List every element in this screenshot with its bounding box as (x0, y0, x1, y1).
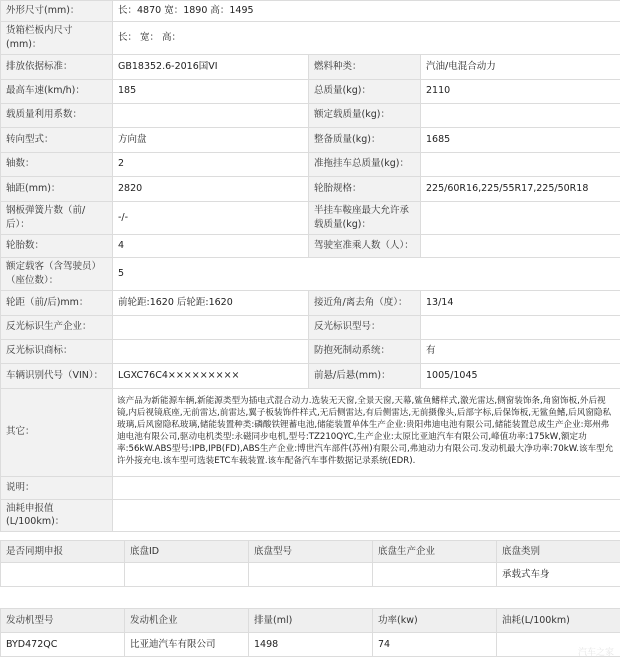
spec-row-cargo (1, 22, 620, 55)
spec-row-dimensions (1, 1, 620, 22)
ratedload-label: 额定载质量(kg)： (309, 103, 421, 127)
wheelbase-label: 轴距(mm)： (1, 176, 113, 201)
engine-header-cell: 发动机企业 (125, 609, 249, 633)
chassis-cell (249, 563, 373, 587)
spec-row-steering (1, 127, 620, 152)
engine-data-row (1, 633, 620, 657)
saddle-label: 半挂车鞍座最大允许承载质量(kg)： (309, 201, 421, 234)
totalmass-label: 总质量(kg)： (309, 79, 421, 103)
spec-row-seats (1, 257, 620, 290)
spec-row-speed (1, 79, 620, 103)
chassis-header-cell: 底盘型号 (249, 541, 373, 563)
chassis-header-cell: 底盘ID (125, 541, 249, 563)
spec-row-tirecount (1, 234, 620, 257)
engine-table (0, 608, 620, 657)
chassis-header-row (1, 541, 620, 563)
watermark: 汽车之家 (577, 648, 614, 658)
tractormass-value (421, 152, 620, 176)
steering-label: 转向型式： (1, 127, 113, 152)
leafspring-label: 钢板弹簧片数（前/后）： (1, 201, 113, 234)
dimensions-value: 长：4870 宽：1890 高：1495 (113, 1, 620, 22)
wheelbase-value: 2820 (113, 176, 309, 201)
spec-row-vin (1, 363, 620, 388)
spec-row-leafspring (1, 201, 620, 234)
chassis-cell (1, 563, 125, 587)
reflector-brand-label: 反光标识商标： (1, 339, 113, 363)
tirecount-value: 4 (113, 234, 309, 257)
engine-header-cell: 排量(ml) (249, 609, 373, 633)
chassis-table (0, 540, 620, 587)
spec-row-other (1, 388, 620, 476)
curbmass-label: 整备质量(kg)： (309, 127, 421, 152)
engine-header-row (1, 609, 620, 633)
vin-label: 车辆识别代号（VIN）： (1, 363, 113, 388)
cabcapacity-value (421, 234, 620, 257)
emission-label: 排放依据标准： (1, 54, 113, 79)
cabcapacity-label: 驾驶室准乘人数（人）： (309, 234, 421, 257)
other-label: 其它： (1, 388, 113, 476)
engine-header-cell: 油耗(L/100km) (497, 609, 620, 633)
engine-header-cell: 功率(kw) (373, 609, 497, 633)
angle-value: 13/14 (421, 290, 620, 315)
spec-row-note (1, 476, 620, 499)
tire-label: 轮胎规格： (309, 176, 421, 201)
cargo-value: 长： 宽： 高： (113, 22, 620, 55)
note-label: 说明： (1, 476, 113, 499)
seats-value: 5 (113, 257, 620, 290)
spec-row-reflector (1, 315, 620, 339)
angle-label: 接近角/离去角（度）： (309, 290, 421, 315)
fuelreport-label: 油耗申报值(L/100km)： (1, 499, 113, 532)
curbmass-value: 1685 (421, 127, 620, 152)
chassis-header-cell: 底盘类别 (497, 541, 620, 563)
tirecount-label: 轮胎数： (1, 234, 113, 257)
engine-header-cell: 发动机型号 (1, 609, 125, 633)
overhang-value: 1005/1045 (421, 363, 620, 388)
abs-label: 防抱死制动系统： (309, 339, 421, 363)
engine-cell: 比亚迪汽车有限公司 (125, 633, 249, 657)
maxspeed-value: 185 (113, 79, 309, 103)
other-value: 该产品为新能源车辆,新能源类型为插电式混合动力.选装无天窗,全景天窗,天幕,鲨鱼鳍样式,激光雷达,侧窗装饰条,角窗饰板,外后视镜,内后视镜底座,无前雷达,前雷达,翼子板装饰件样式,无后侧雷达,有后侧雷达,无前摄像头,后部字标,后保饰板,无鲨鱼鳍,后风窗隐私玻璃,后风窗隐私玻璃,储能装置种类:磷酸铁锂蓄电池,储能装置单体生产企业:贵阳弗迪电池有限公司,储能装置总成生产企业:郑州弗迪电池有限公司,驱动电机类型:永磁同步电机,型号:TZ210QYC,生产企业:太原比亚迪汽车有限公司,峰值功率:175kW,额定功率:56kW.ABS型号:IPB,IPB(FD),ABS生产企业:博世汽车部件(苏州)有限公司,弗迪动力有限公司.发动机最大净功率:70kW.该车型允许外接充电.该车型可选装ETC车载装置.该车配备汽车事件数据记录系统(EDR). (113, 388, 620, 476)
track-value: 前轮距:1620 后轮距:1620 (113, 290, 309, 315)
tire-value: 225/60R16,225/55R17,225/50R18 (421, 176, 620, 201)
dimensions-label: 外形尺寸(mm)： (1, 1, 113, 22)
vin-value: LGXC76C4××××××××× (113, 363, 309, 388)
reflector-maker-label: 反光标识生产企业： (1, 315, 113, 339)
axles-label: 轴数： (1, 152, 113, 176)
tractormass-label: 准拖挂车总质量(kg)： (309, 152, 421, 176)
engine-cell: 1498 (249, 633, 373, 657)
loaduse-value (113, 103, 309, 127)
totalmass-value: 2110 (421, 79, 620, 103)
leafspring-value: -/- (113, 201, 309, 234)
fuel-value: 汽油/电混合动力 (421, 54, 620, 79)
note-value (113, 476, 620, 499)
spec-row-abs (1, 339, 620, 363)
loaduse-label: 载质量利用系数： (1, 103, 113, 127)
reflector-brand-value (113, 339, 309, 363)
reflector-maker-value (113, 315, 309, 339)
saddle-value (421, 201, 620, 234)
fuel-label: 燃料种类： (309, 54, 421, 79)
spec-row-axles (1, 152, 620, 176)
reflector-model-label: 反光标识型号： (309, 315, 421, 339)
chassis-data-row (1, 563, 620, 587)
cargo-label: 货箱栏板内尺寸(mm)： (1, 22, 113, 55)
seats-label: 额定载客（含驾驶员）（座位数）： (1, 257, 113, 290)
emission-value: GB18352.6-2016国VI (113, 54, 309, 79)
spec-row-emission (1, 54, 620, 79)
maxspeed-label: 最高车速(km/h)： (1, 79, 113, 103)
reflector-model-value (421, 315, 620, 339)
chassis-cell (125, 563, 249, 587)
engine-cell: 74 (373, 633, 497, 657)
chassis-cell (373, 563, 497, 587)
abs-value: 有 (421, 339, 620, 363)
spec-row-wheelbase (1, 176, 620, 201)
spec-row-load (1, 103, 620, 127)
spec-row-track (1, 290, 620, 315)
track-label: 轮距（前/后)mm： (1, 290, 113, 315)
spec-row-fuelreport (1, 499, 620, 532)
chassis-cell: 承载式车身 (497, 563, 620, 587)
axles-value: 2 (113, 152, 309, 176)
overhang-label: 前悬/后悬(mm)： (309, 363, 421, 388)
ratedload-value (421, 103, 620, 127)
engine-cell: BYD472QC (1, 633, 125, 657)
chassis-header-cell: 是否同期申报 (1, 541, 125, 563)
fuelreport-value (113, 499, 620, 532)
chassis-header-cell: 底盘生产企业 (373, 541, 497, 563)
steering-value: 方向盘 (113, 127, 309, 152)
